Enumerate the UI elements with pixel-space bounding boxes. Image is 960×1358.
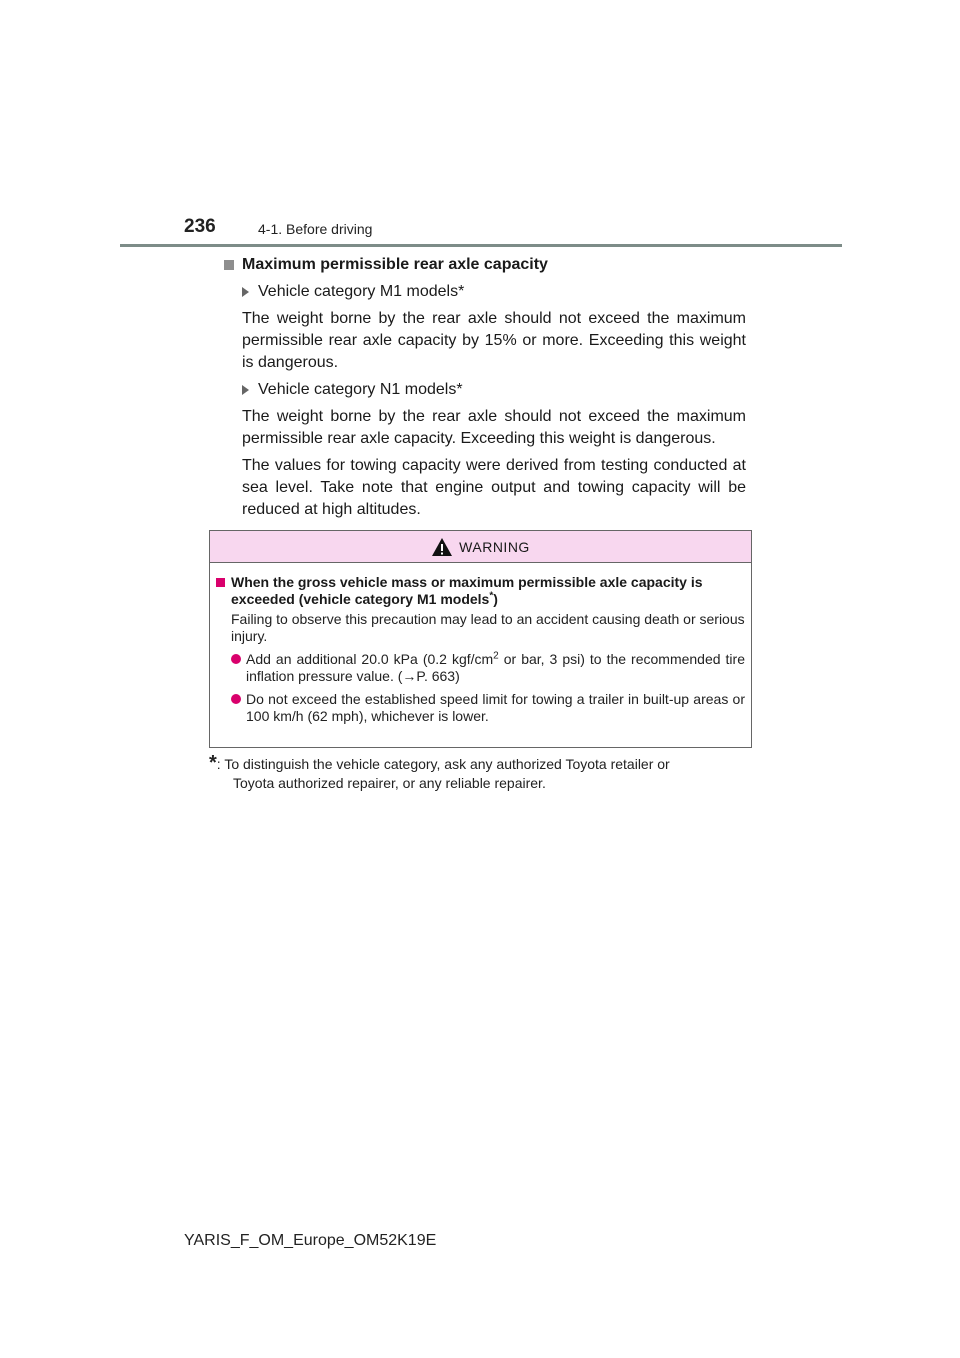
towing-note: The values for towing capacity were derived from testing conducted at sea level. Take note that engine output and towing capacity will be reduced at high altitudes. (242, 457, 746, 518)
square-bullet-icon (216, 578, 225, 587)
circle-bullet-icon (231, 694, 241, 704)
warning-header (210, 531, 751, 563)
subheading-n1-text: Vehicle category N1 models* (258, 381, 463, 398)
section-heading-text: Maximum permissible rear axle capacity (242, 256, 548, 273)
page-header (184, 216, 844, 244)
footnote-line-1: : To distinguish the vehicle category, ask any authorized Toyota retailer or (216, 756, 670, 772)
document-id: YARIS_F_OM_Europe_OM52K19E (184, 1232, 437, 1249)
header-divider (120, 244, 842, 247)
warning-text: Failing to observe this precaution may lead to an accident causing death or serious injury. (231, 611, 745, 644)
subheading-m1 (242, 281, 746, 303)
subheading-m1-text: Vehicle category M1 models* (258, 283, 465, 300)
triangle-bullet-icon (242, 287, 249, 297)
footnote-line-2: Toyota authorized repairer, or any reliable repairer. (233, 775, 546, 791)
page-number: 236 (184, 216, 216, 237)
warning-triangle-icon (431, 537, 453, 557)
square-bullet-icon (224, 260, 234, 270)
warning-bullet-2: Do not exceed the established speed limit for towing a trailer in built-up areas or 100 km/h (62 mph), whichever is lower. (231, 691, 745, 725)
warning-box (209, 530, 752, 748)
warning-body (210, 563, 751, 725)
section-label: 4-1. Before driving (258, 221, 373, 237)
triangle-bullet-icon (242, 385, 249, 395)
warning-heading-text: When the gross vehicle mass or maximum permissible axle capacity is exceeded (vehicle category M1 models*) (231, 574, 703, 607)
main-content (224, 254, 746, 521)
warning-heading (216, 574, 745, 608)
footnote-marker: * (209, 752, 217, 774)
warning-title: WARNING (459, 538, 530, 555)
circle-bullet-icon (231, 654, 241, 664)
footnote (209, 754, 745, 793)
n1-paragraph: The weight borne by the rear axle should not exceed the maximum permissible rear axle capacity. Exceeding this weight is dangerous. (242, 408, 746, 447)
section-heading (224, 254, 746, 276)
m1-paragraph: The weight borne by the rear axle should not exceed the maximum permissible rear axle capacity by 15% or more. Exceeding this weight is dangerous. (242, 310, 746, 371)
subheading-n1 (242, 379, 746, 401)
warning-bullet-1: Add an additional 20.0 kPa (0.2 kgf/$cm^2$ or bar, 3 psi) to the recommended tire inflation pressure value. (→P. 663) (231, 651, 745, 685)
